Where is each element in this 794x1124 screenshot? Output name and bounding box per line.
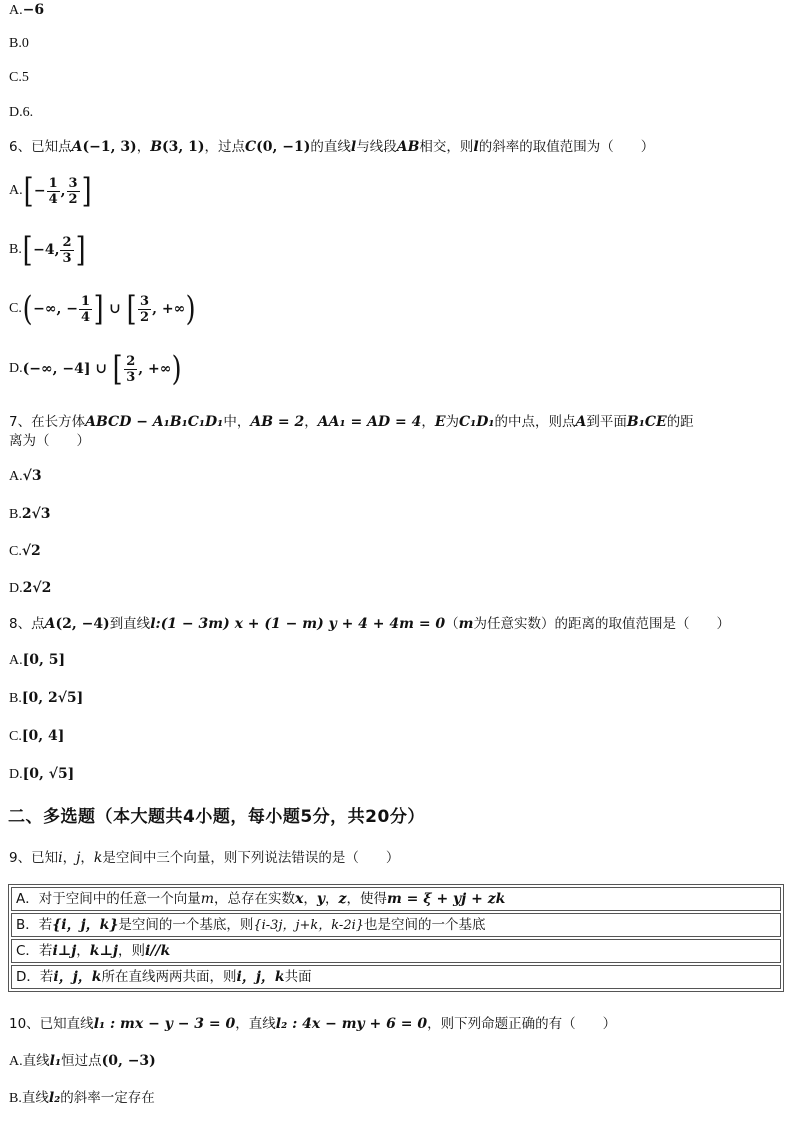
q9-option-a: A．对于空间中的任意一个向量m，总存在实数x，y，z，使得m = ξ + yj + zk [11,887,781,911]
q8-option-c: C.[0, 4] [9,728,65,744]
q7-option-b: B.2√3 [9,506,51,522]
q10-option-a: A.直线l₁恒过点(0, −3) [9,1053,156,1069]
q9-option-c: C．若i⊥j，k⊥j，则i//k [11,939,781,963]
section-heading: 二、多选题（本大题共4小题，每小题5分，共20分） [8,807,425,827]
q6-option-d: D.(−∞, −4] ∪ [ $\frac{2}{3}$ , +∞) [9,349,183,389]
fraction: $\frac{2}{3}$ [62,234,72,266]
q8-option-b: B.[0, 2√5] [9,690,84,706]
q5-option-b: B.0 [9,36,29,51]
q9-stem: 9、已知i，j，k是空间中三个向量，则下列说法错误的是（ ） [9,850,400,866]
fraction: $\frac{1}{4}$ [48,175,58,207]
q10-option-b: B.直线l₂的斜率一定存在 [9,1090,155,1106]
q7-option-d: D.2√2 [9,580,52,596]
q6-option-a: A.[− $\frac{1}{4}$ , $\frac{3}{2}$ ] [9,171,92,211]
q8-option-d: D.[0, √5] [9,766,75,782]
q5-option-d: D.6. [9,105,34,120]
q9-options-table [8,884,784,992]
q8-option-a: A.[0, 5] [9,652,66,668]
q7-option-a: A.√3 [9,468,42,484]
q6-option-b: B.[−4, $\frac{2}{3}$ ] [9,230,86,270]
q5-option-a: A.−6 [9,2,45,18]
q7-stem: 7、在长方体ABCD − A₁B₁C₁D₁中，AB = 2，AA₁ = AD = 4，E为C₁D₁的中点，则点A到平面B₁CE的距 [9,414,694,430]
q9-option-d: D．若i，j，k所在直线两两共面，则i，j，k共面 [11,965,781,989]
fraction: $\frac{1}{4}$ [80,293,91,325]
q5-option-a-value: −6 [22,2,45,18]
fraction: $\frac{3}{2}$ [68,175,78,207]
q8-stem: 8、点A(2, −4)到直线l:(1 − 3m) x + (1 − m) y + 4 + 4m = 0（m为任意实数）的距离的取值范围是（ ） [9,616,730,632]
q5-option-c: C.5 [9,70,29,85]
fraction: $\frac{3}{2}$ [140,293,150,325]
q10-stem: 10、已知直线l₁ : mx − y − 3 = 0，直线l₂ : 4x − my + 6 = 0，则下列命题正确的有（ ） [9,1016,617,1032]
q9-option-b: B．若{i，j，k}是空间的一个基底，则{i-3j，j+k，k-2i}也是空间的一个基底 [11,913,781,937]
q7-option-c: C.√2 [9,543,41,559]
q6-stem: 6、已知点A(−1, 3)，B(3, 1)，过点C(0, −1)的直线l与线段AB相交，则l的斜率的取值范围为（ ） [9,139,655,155]
q7-stem-continued: 离为（ ） [9,433,90,449]
fraction: $\frac{2}{3}$ [126,353,136,385]
q6-option-c: C.(−∞, − $\frac{1}{4}$ ] ∪ [ $\frac{3}{2}$ , +∞) [9,289,196,329]
